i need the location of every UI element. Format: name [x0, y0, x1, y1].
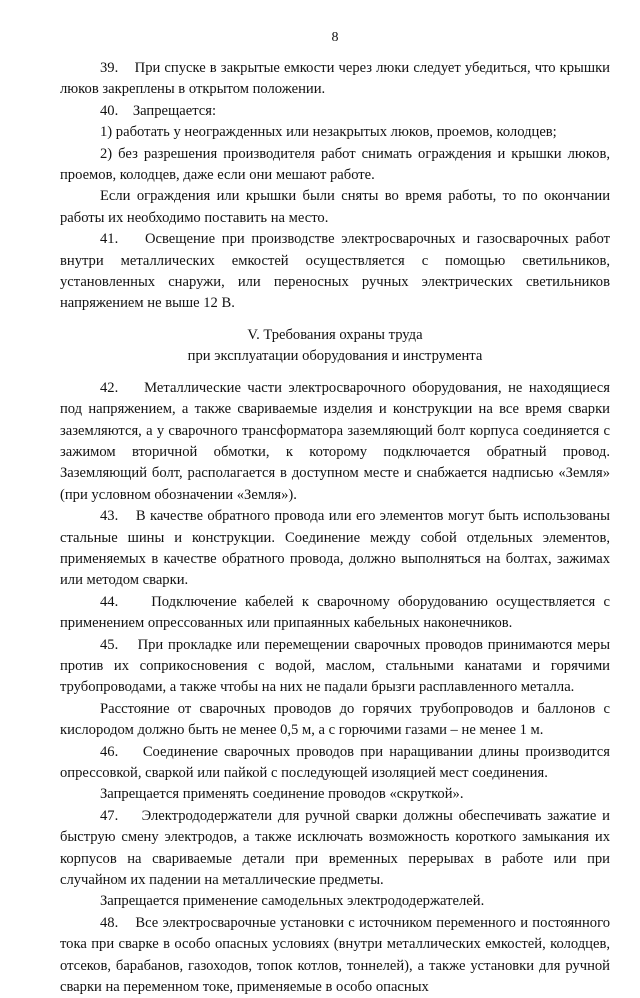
- paragraph-45-distance: Расстояние от сварочных проводов до горячих трубопроводов и баллонов с кислородом должно быть не менее 0,5 м, а с горючими газами – не менее 1 м.: [60, 700, 610, 739]
- paragraph-40: 40. Запрещается:: [100, 102, 217, 119]
- section-title-line-2: при эксплуатации оборудования и инструмента: [187, 348, 483, 365]
- paragraph-47: 47. Электрододержатели для ручной сварки должны обеспечивать зажатие и быструю смену электродов, а также исключать возможность короткого замыкания их корпусов на свариваемые детали при временных перерывах в работе или при случайном их падении на металлические предметы.: [60, 807, 610, 889]
- paragraph-42: 42. Металлические части электросварочного оборудования, не находящиеся под напряжением, а также свариваемые изделия и конструкции на все время сварки заземляются, а у сварочного трансформатора заземляющий болт корпуса соединяется с зажимом вторичной обмотки, к которому подключается обратный провод. Заземляющий болт, располагается в доступном месте и снабжается надписью «Земля» (при условном обозначении «Земля»).: [60, 379, 610, 503]
- paragraph-48: 48. Все электросварочные установки с источником переменного и постоянного тока при сварке в особо опасных условиях (внутри металлических емкостей, колодцев, отсеков, барабанов, газоходов, топок котлов, тоннелей), а также установки для ручной сварки на переменном токе, применяемые в особо опасных: [60, 914, 610, 996]
- section-title-line-1: V. Требования охраны труда: [247, 326, 423, 343]
- paragraph-40-item-2: 2) без разрешения производителя работ снимать ограждения и крышки люков, проемов, колодцев, даже если они мешают работе.: [60, 145, 610, 184]
- paragraph-40-note: Если ограждения или крышки были сняты во время работы, то по окончании работы их необходимо поставить на место.: [60, 188, 610, 226]
- document-page: [60, 30, 610, 998]
- section-heading: [60, 325, 610, 368]
- paragraph-39: 39. При спуске в закрытые емкости через люки следует убедиться, что крышки люков закреплены в открытом положении.: [60, 60, 610, 98]
- paragraph-47-note: Запрещается применение самодельных электрододержателей.: [100, 893, 485, 910]
- page-number: 8: [331, 30, 339, 45]
- paragraph-45: 45. При прокладке или перемещении сварочных проводов принимаются меры против их соприкосновения с водой, маслом, стальными канатами и горячими трубопроводами, а также чтобы на них не падали брызги расплавленного металла.: [60, 636, 610, 696]
- paragraph-40-item-1: 1) работать у неогражденных или незакрытых люков, проемов, колодцев;: [100, 124, 557, 141]
- paragraph-43: 43. В качестве обратного провода или его элементов могут быть использованы стальные шины и конструкции. Соединение между собой отдельных элементов, применяемых в качестве обратного провода, должно выполняться на болтах, зажимах или методом сварки.: [60, 508, 610, 589]
- paragraph-44: 44. Подключение кабелей к сварочному оборудованию осуществляется с применением опрессованных или припаянных кабельных наконечников.: [60, 593, 610, 632]
- paragraph-41: 41. Освещение при производстве электросварочных и газосварочных работ внутри металлических емкостей осуществляется с помощью светильников, установленных снаружи, или переносных ручных электрических светильников напряжением не выше 12 В.: [60, 231, 610, 312]
- paragraph-46: 46. Соединение сварочных проводов при наращивании длины производится опрессовкой, сваркой или пайкой с последующей изоляцией мест соединения.: [60, 743, 610, 781]
- paragraph-46-note: Запрещается применять соединение проводов «скруткой».: [100, 786, 464, 803]
